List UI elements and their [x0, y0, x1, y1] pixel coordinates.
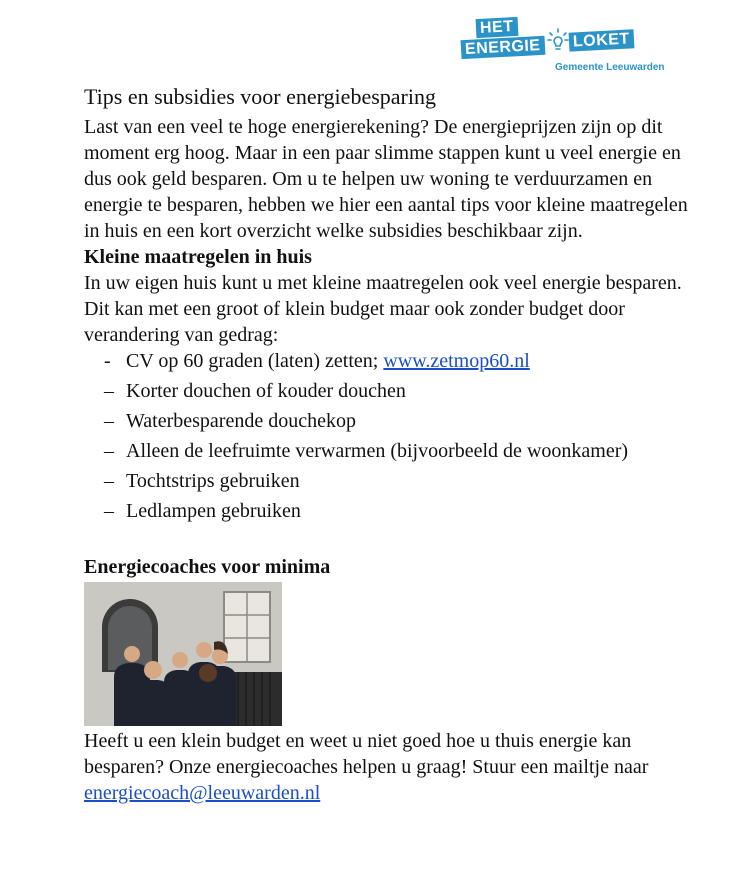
tip-text: Waterbesparende douchekop: [126, 410, 356, 432]
list-item: [104, 348, 704, 374]
list-dash: -: [104, 350, 111, 372]
section2-text: Heeft u een klein budget en weet u niet goed hoe u thuis energie kan besparen? Onze energiecoaches helpen u graag! Stuur een mailtje naar: [84, 730, 649, 778]
section-heading-energiecoaches: Energiecoaches voor minima: [84, 556, 331, 578]
list-dash: –: [104, 380, 114, 402]
page-title: Tips en subsidies voor energiebesparing: [84, 84, 436, 109]
tips-list: [84, 348, 704, 524]
list-dash: –: [104, 500, 114, 522]
list-item: [104, 438, 704, 464]
tip-text: Tochtstrips gebruiken: [126, 470, 300, 492]
spacer: [84, 528, 704, 554]
email-link[interactable]: energiecoach@leeuwarden.nl: [84, 782, 321, 804]
intro-paragraph: Last van een veel te hoge energierekening? De energieprijzen zijn op dit moment erg hoog. Maar in een paar slimme stappen kunt u veel energie en dus ook geld besparen. Om u te helpen uw woning te verduurzamen en energie te besparen, hebben we hier een aantal tips voor kleine maatregelen in huis en een kort overzicht welke subsidies beschikbaar zijn.: [84, 116, 688, 242]
tip-text: Alleen de leefruimte verwarmen (bijvoorbeeld de woonkamer): [126, 440, 629, 462]
list-dash: –: [104, 440, 114, 462]
list-dash: –: [104, 410, 114, 432]
logo-gemeente: Gemeente Leeuwarden: [555, 62, 665, 73]
section1-paragraph: In uw eigen huis kunt u met kleine maatregelen ook veel energie besparen. Dit kan met een groot of klein budget maar ook zonder budget door verandering van gedrag:: [84, 272, 682, 346]
list-item: [104, 408, 704, 434]
lightbulb-icon: [547, 28, 569, 54]
section2-paragraph: [84, 728, 704, 806]
list-dash: –: [104, 470, 114, 492]
tip-text: CV op 60 graden (laten) zetten;: [126, 350, 379, 372]
list-item: [104, 498, 704, 524]
article: [84, 82, 704, 806]
energieloket-logo: [455, 16, 685, 80]
zetmop60-link[interactable]: www.zetmop60.nl: [383, 350, 530, 372]
section-heading-kleine-maatregelen: Kleine maatregelen in huis: [84, 246, 312, 268]
logo-het: HET: [476, 17, 518, 38]
tip-text: Ledlampen gebruiken: [126, 500, 301, 522]
logo-loket: LOKET: [569, 29, 635, 51]
logo-energie: ENERGIE: [461, 36, 545, 59]
energiecoaches-group-photo: [84, 582, 282, 726]
list-item: [104, 468, 704, 494]
list-item: [104, 378, 704, 404]
tip-text: Korter douchen of kouder douchen: [126, 380, 406, 402]
